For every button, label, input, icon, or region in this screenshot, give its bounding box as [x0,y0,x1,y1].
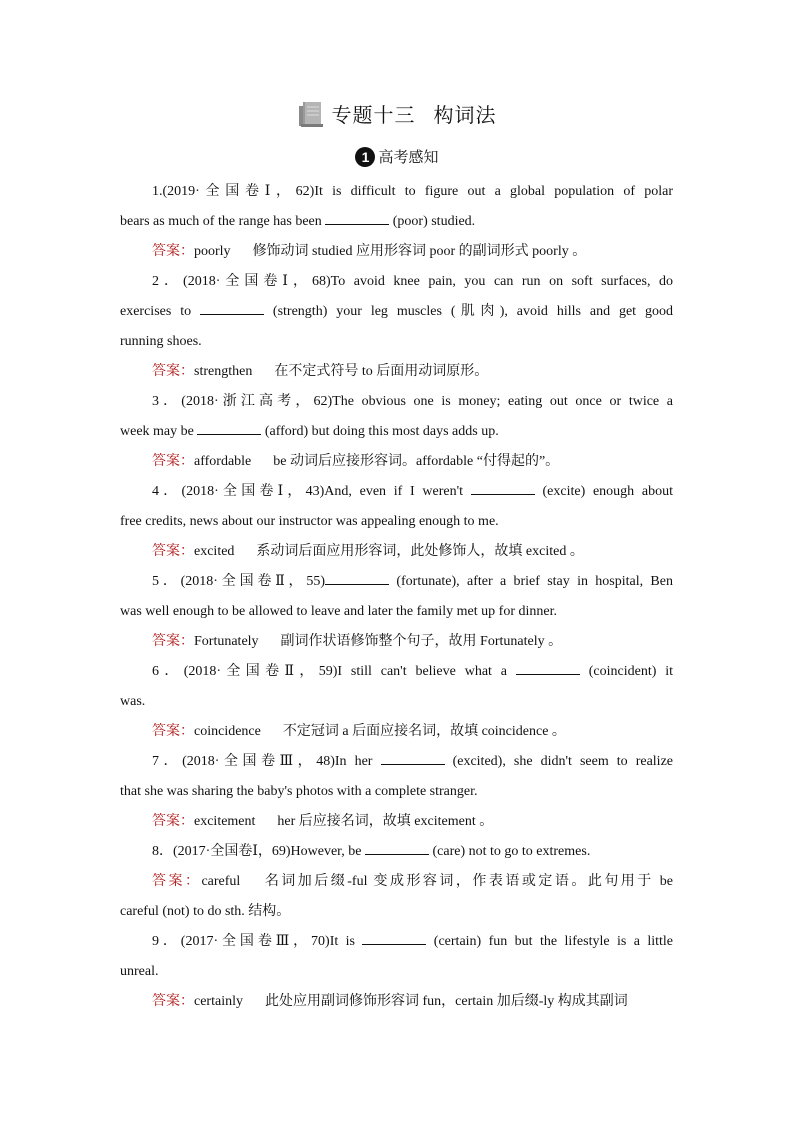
question-text: 2．(2018·全国卷Ⅰ，68)To avoid knee pain, you can run on soft surfaces, do [152,274,673,289]
question-line [120,957,673,987]
answer-blank [516,662,580,675]
question-text: 6．(2018·全国卷Ⅱ，59)I still can't believe what a [152,664,516,679]
answer-value: careful [201,874,241,889]
answer-explanation: 在不定式符号 to 后面用动词原形。 [274,364,489,379]
question-text: was well enough to be allowed to leave and later the family met up for dinner. [120,604,557,619]
question-item [120,747,673,837]
question-line [120,477,673,507]
question-text: (fortunate), after a brief stay in hospital, Ben [389,574,673,589]
question-text: 8．(2017·全国卷Ⅰ，69)However, be [152,844,365,859]
question-line [120,267,673,297]
section-heading [0,146,794,167]
answer-value: strengthen [194,364,253,379]
question-item [120,927,673,1017]
question-text: (poor) studied. [389,214,476,229]
question-line [120,927,673,957]
question-line [120,747,673,777]
answer-label: 答案： [152,544,194,559]
answer-line [120,987,673,1017]
answer-label: 答案： [152,244,194,259]
answer-blank [381,752,445,765]
question-text: (excite) enough about [534,484,673,499]
question-text: 5．(2018·全国卷Ⅱ，55) [152,574,326,589]
question-text: running shoes. [120,334,202,349]
answer-line [120,897,673,927]
question-item [120,177,673,267]
answer-line [120,237,673,267]
answer-label: 答案： [152,874,202,889]
question-line [120,387,673,417]
answer-value: certainly [194,994,243,1009]
question-item [120,837,673,927]
answer-label: 答案： [152,634,194,649]
answer-blank [325,572,389,585]
question-line [120,777,673,807]
question-text: (excited), she didn't seem to realize [444,754,673,769]
answer-explanation: careful (not) to do sth. 结构。 [120,904,291,919]
answer-line [120,807,673,837]
answer-value: poorly [194,244,231,259]
answer-label: 答案： [152,364,194,379]
question-line [120,507,673,537]
answer-line [120,537,673,567]
question-text: week may be [120,424,198,439]
question-text: (certain) fun but the lifestyle is a little [426,934,673,949]
answer-value: Fortunately [194,634,259,649]
question-text: 4．(2018·全国卷Ⅰ，43)And, even if I weren't [152,484,471,499]
answer-blank [197,422,261,435]
answer-blank [362,932,426,945]
question-text: that she was sharing the baby's photos with a complete stranger. [120,784,478,799]
answer-blank [365,842,429,855]
answer-label: 答案： [152,814,194,829]
question-text: free credits, news about our instructor was appealing enough to me. [120,514,499,529]
question-text: 7．(2018·全国卷Ⅲ，48)In her [152,754,381,769]
question-text: 1.(2019·全国卷Ⅰ，62)It is difficult to figure out a global population of polar [152,184,673,199]
answer-explanation: 系动词后面应用形容词，此处修饰人，故填 excited 。 [256,544,584,559]
answer-label: 答案： [152,454,194,469]
answer-value: excited [194,544,235,559]
page-title [0,98,794,128]
question-text: (care) not to go to extremes. [428,844,591,859]
question-text: (strength) your leg muscles (肌肉), avoid hills and get good [264,304,673,319]
question-item [120,267,673,387]
topic-title: 构词法 [433,104,497,127]
answer-line [120,867,673,897]
answer-line [120,447,673,477]
answer-line [120,717,673,747]
answer-line [120,627,673,657]
section-title: 高考感知 [378,150,439,166]
section-number-badge: 1 [355,147,375,167]
answer-value: coincidence [194,724,261,739]
question-text: 9．(2017·全国卷Ⅲ，70)It is [152,934,363,949]
answer-explanation: 不定冠词 a 后面应接名词，故填 coincidence 。 [282,724,566,739]
question-text: (afford) but doing this most days adds up. [261,424,499,439]
question-item [120,387,673,477]
question-line [120,837,673,867]
question-line [120,297,673,327]
answer-label: 答案： [152,994,194,1009]
question-text: bears as much of the range has been [120,214,326,229]
answer-blank [200,302,264,315]
question-line [120,417,673,447]
answer-explanation: 此处应用副词修饰形容词 fun，certain 加后缀-ly 构成其副词 [264,994,628,1009]
answer-explanation: 修饰动词 studied 应用形容词 poor 的副词形式 poorly 。 [252,244,587,259]
question-text: 3．(2018·浙江高考，62)The obvious one is money; eating out once or twice a [152,394,673,409]
answer-blank [471,482,535,495]
question-line [120,687,673,717]
answer-explanation: 副词作状语修饰整个句子，故用 Fortunately 。 [280,634,563,649]
question-list [120,177,673,1017]
topic-number: 专题十三 [331,104,416,127]
answer-explanation: her 后应接名词，故填 excitement 。 [277,814,494,829]
question-text: (coincident) it [579,664,674,679]
answer-value: affordable [194,454,252,469]
answer-label: 答案： [152,724,194,739]
answer-blank [325,212,389,225]
question-item [120,567,673,657]
question-line [120,327,673,357]
book-icon [298,98,324,128]
question-item [120,477,673,567]
answer-explanation: 名词加后缀-ful 变成形容词，作表语或定语。此句用于 be [262,874,673,889]
question-line [120,567,673,597]
answer-value: excitement [194,814,256,829]
question-line [120,207,673,237]
question-line [120,177,673,207]
question-line [120,597,673,627]
question-text: exercises to [120,304,201,319]
answer-line [120,357,673,387]
question-text: was. [120,694,146,709]
question-item [120,657,673,747]
question-text: unreal. [120,964,159,979]
answer-explanation: be 动词后应接形容词。affordable “付得起的”。 [273,454,560,469]
question-line [120,657,673,687]
